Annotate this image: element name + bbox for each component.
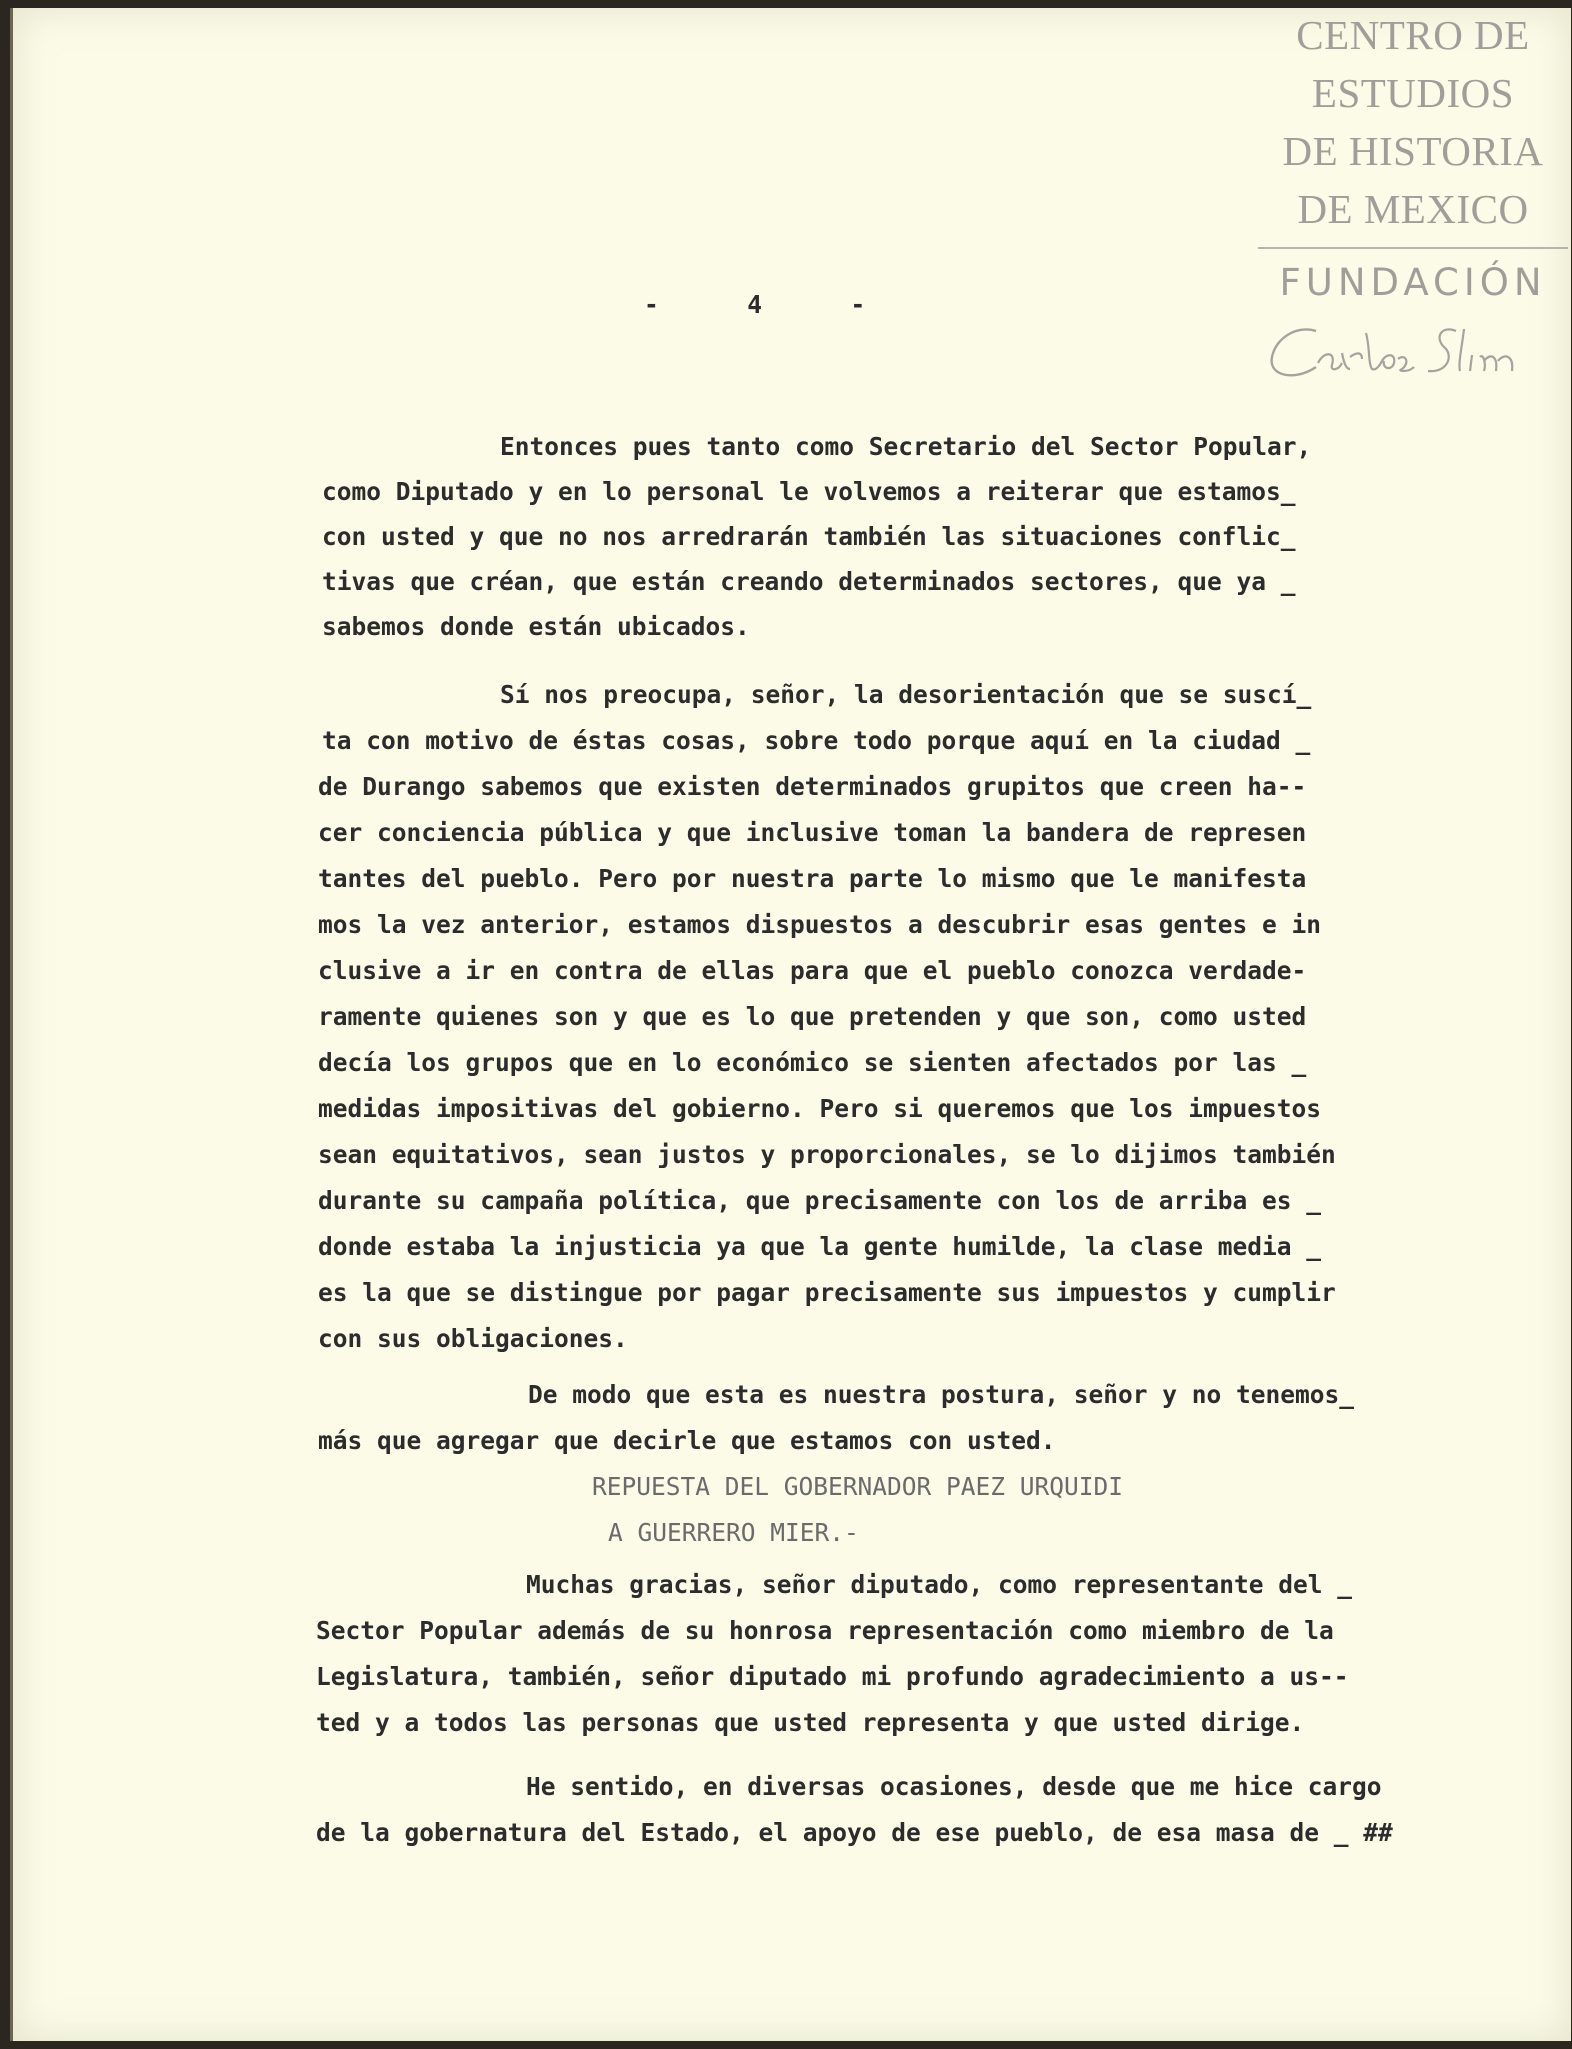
text-line: Muchas gracias, señor diputado, como representante del _: [526, 1570, 1353, 1599]
text-line: con usted y que no nos arredrarán también las situaciones conflic_: [322, 522, 1296, 551]
text-line: mos la vez anterior, estamos dispuestos a descubrir esas gentes e in: [318, 910, 1322, 939]
text-line: donde estaba la injusticia ya que la gente humilde, la clase media _: [318, 1232, 1322, 1261]
watermark-line: DE MEXICO: [1297, 186, 1529, 232]
text-line: cer conciencia pública y que inclusive toman la bandera de represen: [318, 818, 1307, 847]
text-line: De modo que esta es nuestra postura, señor y no tenemos_: [528, 1380, 1355, 1409]
watermark-line: ESTUDIOS: [1311, 70, 1515, 116]
text-line: sabemos donde están ubicados.: [322, 612, 750, 641]
text-line: es la que se distingue por pagar precisamente sus impuestos y cumplir: [318, 1278, 1336, 1307]
text-line: ta con motivo de éstas cosas, sobre todo porque aquí en la ciudad _: [322, 726, 1311, 755]
text-line: sean equitativos, sean justos y proporcionales, se lo dijimos también: [318, 1140, 1336, 1169]
text-line: tantes del pueblo. Pero por nuestra parte lo mismo que le manifesta: [318, 864, 1307, 893]
section-heading: A GUERRERO MIER.-: [608, 1518, 859, 1547]
watermark-line: CENTRO DE: [1296, 12, 1530, 58]
text-line: Sí nos preocupa, señor, la desorientación que se suscí_: [500, 680, 1312, 709]
text-line: Sector Popular además de su honrosa representación como miembro de la: [316, 1616, 1334, 1645]
text-line: ramente quienes son y que es lo que pretenden y que son, como usted: [318, 1002, 1307, 1031]
text-line: clusive a ir en contra de ellas para que el pueblo conozca verdade-: [318, 956, 1307, 985]
text-line: con sus obligaciones.: [318, 1324, 628, 1353]
text-line: de la gobernatura del Estado, el apoyo de ese pueblo, de esa masa de _ ##: [316, 1818, 1393, 1847]
watermark-divider: [1258, 247, 1568, 249]
text-line: como Diputado y en lo personal le volvemos a reiterar que estamos_: [322, 477, 1296, 506]
signature-logo: [1258, 307, 1568, 393]
page-number: - 4 -: [644, 290, 866, 319]
section-heading: REPUESTA DEL GOBERNADOR PAEZ URQUIDI: [592, 1472, 1124, 1501]
text-line: tivas que créan, que están creando determinados sectores, que ya _: [322, 567, 1296, 596]
text-line: de Durango sabemos que existen determinados grupitos que creen ha--: [318, 772, 1307, 801]
text-line: He sentido, en diversas ocasiones, desde que me hice cargo: [526, 1772, 1382, 1801]
watermark-line: DE HISTORIA: [1282, 128, 1544, 174]
text-line: ted y a todos las personas que usted representa y que usted dirige.: [316, 1708, 1305, 1737]
text-line: medidas impositivas del gobierno. Pero si queremos que los impuestos: [318, 1094, 1322, 1123]
archive-watermark: [1258, 6, 1568, 398]
text-line: más que agregar que decirle que estamos con usted.: [318, 1426, 1056, 1455]
text-line: Legislatura, también, señor diputado mi profundo agradecimiento a us--: [316, 1662, 1349, 1691]
text-line: durante su campaña política, que precisamente con los de arriba es _: [318, 1186, 1322, 1215]
text-line: Entonces pues tanto como Secretario del Sector Popular,: [500, 432, 1312, 461]
watermark-foundation: FUNDACIÓN: [1279, 261, 1547, 304]
text-line: decía los grupos que en lo económico se sienten afectados por las _: [318, 1048, 1307, 1077]
